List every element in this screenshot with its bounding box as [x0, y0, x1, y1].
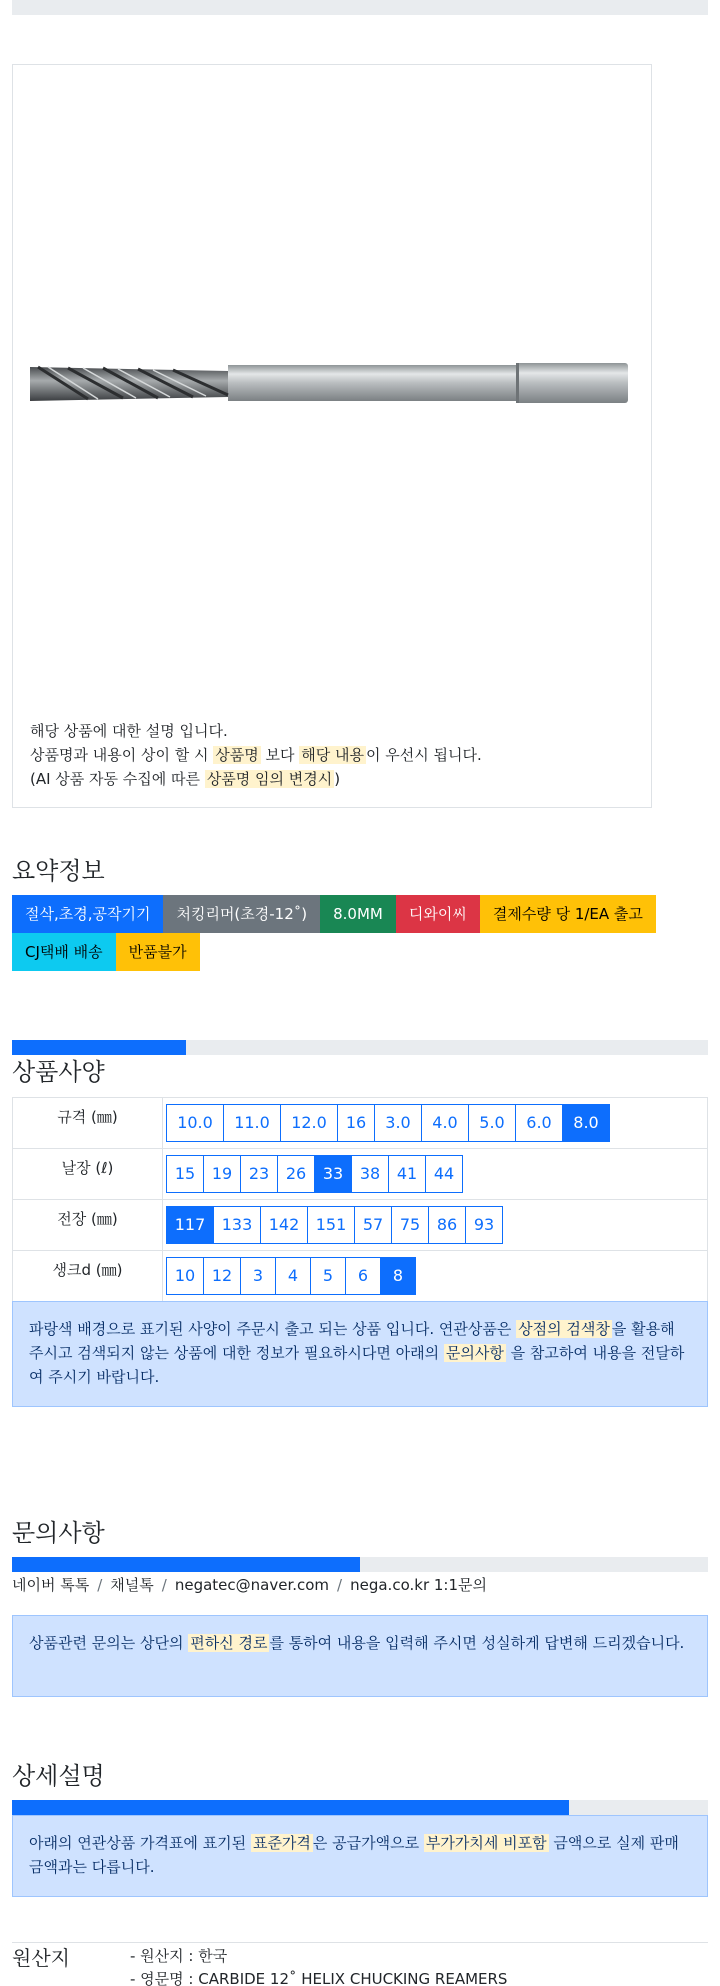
- contact-link[interactable]: 채널톡: [110, 1576, 154, 1594]
- spec-title: 상품사양: [12, 1058, 105, 1086]
- highlight-search: 상점의 검색창: [518, 1320, 610, 1338]
- spec-option-button[interactable]: 5: [310, 1257, 346, 1295]
- spec-options: [163, 1206, 707, 1244]
- spec-options: [163, 1155, 707, 1193]
- spec-row-label: 날장 (ℓ): [13, 1149, 163, 1200]
- spec-option-button[interactable]: 4.0: [421, 1104, 469, 1142]
- spec-options: [163, 1104, 707, 1142]
- notice-line-1: 해당 상품에 대한 설명 입니다.: [30, 722, 228, 740]
- contact-link[interactable]: nega.co.kr 1:1문의: [350, 1576, 487, 1594]
- summary-badge: 반품불가: [116, 933, 200, 971]
- spec-row: [13, 1200, 708, 1251]
- inquiry-progress-bar: [12, 1557, 708, 1572]
- detail-alert: 아래의 연관상품 가격표에 표기된 표준가격 은 공급가액으로 부가가치세 비포함 금액으로 실제 판매금액과는 다릅니다.: [12, 1815, 708, 1897]
- badge-row: [12, 933, 712, 971]
- summary-badge: 디와이씨: [396, 895, 480, 933]
- spec-option-button[interactable]: 19: [203, 1155, 241, 1193]
- origin-label: 원산지: [12, 1946, 70, 1970]
- spec-option-button[interactable]: 8.0: [562, 1104, 610, 1142]
- spec-option-button[interactable]: 5.0: [468, 1104, 516, 1142]
- spec-option-button[interactable]: 133: [213, 1206, 261, 1244]
- spec-option-button[interactable]: 6.0: [515, 1104, 563, 1142]
- contact-separator: /: [97, 1576, 103, 1594]
- summary-badge: 8.0MM: [320, 895, 396, 933]
- spec-option-button[interactable]: 11.0: [223, 1104, 281, 1142]
- highlight-product-name: 상품명: [215, 746, 259, 764]
- spec-option-button[interactable]: 3.0: [374, 1104, 422, 1142]
- reamer-product-image: [28, 355, 638, 415]
- spec-option-button[interactable]: 117: [166, 1206, 214, 1244]
- spec-notice-alert: 파랑색 배경으로 표기된 사양이 주문시 출고 되는 상품 입니다. 연관상품은 상점의 검색창 을 활용해 주시고 검색되지 않는 상품에 대한 정보가 필요하시다면 아래의 문의사항 을 참고하여 내용을 전달하여 주시기 바랍니다.: [12, 1301, 708, 1407]
- spec-option-button[interactable]: 93: [465, 1206, 503, 1244]
- contact-links: [12, 1575, 487, 1595]
- notice-line-3: (AI 상품 자동 수집에 따른 상품명 임의 변경시 ): [30, 770, 341, 788]
- spec-option-button[interactable]: 57: [354, 1206, 392, 1244]
- spec-option-button[interactable]: 12.0: [280, 1104, 338, 1142]
- contact-link[interactable]: negatec@naver.com: [174, 1576, 330, 1594]
- spec-options: [163, 1257, 707, 1295]
- highlight-content: 해당 내용: [301, 746, 365, 764]
- origin-list: [130, 1945, 507, 1986]
- spec-option-button[interactable]: 33: [314, 1155, 352, 1193]
- summary-title: 요약정보: [12, 857, 105, 885]
- contact-separator: /: [337, 1576, 343, 1594]
- spec-option-button[interactable]: 38: [351, 1155, 389, 1193]
- spec-option-button[interactable]: 16: [337, 1104, 375, 1142]
- summary-badge: 결제수량 당 1/EA 출고: [480, 895, 656, 933]
- summary-badge: 처킹리머(초경-12˚): [163, 895, 320, 933]
- detail-progress-bar: [12, 1800, 708, 1815]
- spec-row-label: 전장 (㎜): [13, 1200, 163, 1251]
- spec-progress-fill: [12, 1040, 186, 1055]
- highlight-vat-excluded: 부가가치세 비포함: [425, 1834, 547, 1852]
- spec-row: [13, 1251, 708, 1302]
- detail-title: 상세설명: [12, 1762, 105, 1790]
- summary-badge: 절삭,초경,공작기기: [12, 895, 163, 933]
- spec-option-button[interactable]: 151: [307, 1206, 355, 1244]
- spec-option-button[interactable]: 3: [240, 1257, 276, 1295]
- inquiry-progress-fill: [12, 1557, 360, 1572]
- product-image-panel: [12, 64, 652, 808]
- highlight-standard-price: 표준가격: [252, 1834, 311, 1852]
- spec-option-button[interactable]: 75: [391, 1206, 429, 1244]
- inquiry-alert: 상품관련 문의는 상단의 편하신 경로 를 통하여 내용을 입력해 주시면 성실하게 답변해 드리겠습니다.: [12, 1615, 708, 1697]
- top-progress-bar: [12, 0, 708, 15]
- origin-item: - 영문명 : CARBIDE 12˚ HELIX CHUCKING REAMERS: [130, 1970, 508, 1986]
- spec-option-button[interactable]: 8: [380, 1257, 416, 1295]
- summary-badges: [12, 895, 712, 971]
- summary-badge: CJ택배 배송: [12, 933, 116, 971]
- spec-progress-bar: [12, 1040, 708, 1055]
- origin-item: - 원산지 : 한국: [130, 1947, 228, 1965]
- inquiry-title: 문의사항: [12, 1519, 105, 1547]
- spec-row-label: 규격 (㎜): [13, 1098, 163, 1149]
- spec-option-button[interactable]: 26: [277, 1155, 315, 1193]
- contact-link[interactable]: 네이버 톡톡: [12, 1576, 90, 1594]
- spec-option-button[interactable]: 4: [275, 1257, 311, 1295]
- notice-line-2: 상품명과 내용이 상이 할 시 상품명 보다 해당 내용 이 우선시 됩니다.: [30, 746, 482, 764]
- product-description-notice: [30, 719, 482, 791]
- contact-separator: /: [161, 1576, 167, 1594]
- origin-divider: [12, 1942, 708, 1943]
- spec-row: [13, 1098, 708, 1149]
- spec-option-button[interactable]: 12: [203, 1257, 241, 1295]
- spec-option-button[interactable]: 6: [345, 1257, 381, 1295]
- spec-row: [13, 1149, 708, 1200]
- spec-option-button[interactable]: 41: [388, 1155, 426, 1193]
- spec-option-button[interactable]: 10: [166, 1257, 204, 1295]
- spec-option-button[interactable]: 142: [260, 1206, 308, 1244]
- spec-row-label: 생크d (㎜): [13, 1251, 163, 1302]
- detail-progress-fill: [12, 1800, 569, 1815]
- badge-row: [12, 895, 712, 933]
- spec-option-button[interactable]: 23: [240, 1155, 278, 1193]
- highlight-convenient-path: 편하신 경로: [190, 1634, 268, 1652]
- spec-option-button[interactable]: 15: [166, 1155, 204, 1193]
- spec-option-button[interactable]: 44: [425, 1155, 463, 1193]
- highlight-inquiry: 문의사항: [445, 1344, 504, 1362]
- spec-table: [12, 1097, 708, 1302]
- highlight-name-change: 상품명 임의 변경시: [206, 770, 333, 788]
- spec-option-button[interactable]: 86: [428, 1206, 466, 1244]
- spec-option-button[interactable]: 10.0: [166, 1104, 224, 1142]
